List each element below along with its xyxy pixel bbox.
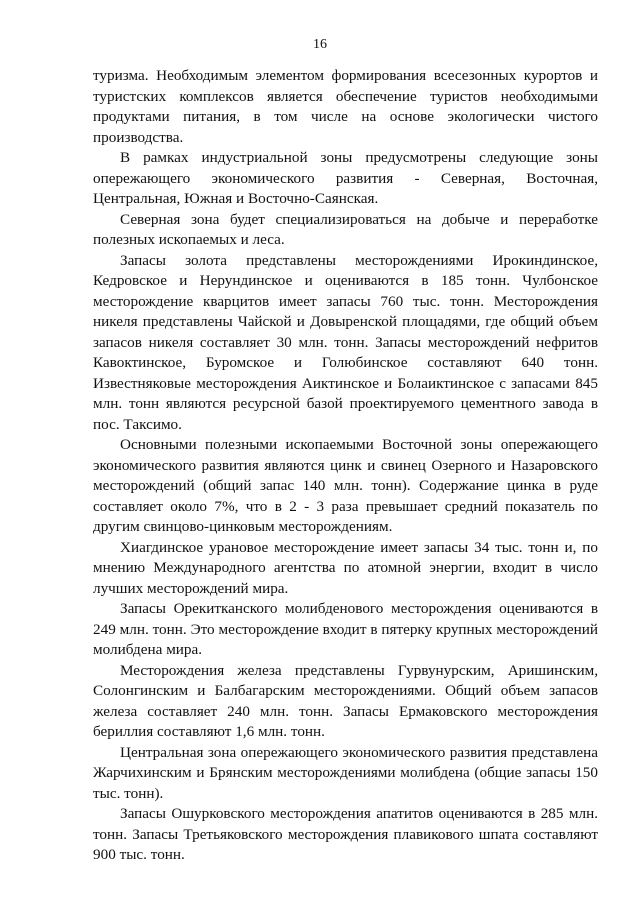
paragraph-eastern-zone: Основными полезными ископаемыми Восточной зоны опережающего экономического развития являются цинк и свинец Озерного и Назаровского месторождений (общий запас 140 млн. тонн). Содержание цинка в руде составляет около 7%, что в 2 - 3 раза превышает средний показатель по другим свинцово-цинковым месторождениям. <box>93 436 598 535</box>
paragraph-central-zone: Центральная зона опережающего экономического развития представлена Жарчихинским и Брянским месторождениями молибдена (общие запасы 150 тыс. тонн). <box>93 743 598 802</box>
page-number: 16 <box>313 37 327 52</box>
paragraph-northern-zone: Северная зона будет специализироваться на добыче и переработке полезных ископаемых и леса. <box>93 210 598 248</box>
document-body <box>93 66 598 866</box>
paragraph-continuation: туризма. Необходимым элементом формирования всесезонных курортов и туристских комплексов является обеспечение туристов необходимыми продуктами питания, в том числе на основе экологически чистого производства. <box>93 67 598 146</box>
paragraph-molybdenum-deposit: Запасы Орекитканского молибденового месторождения оцениваются в 249 млн. тонн. Это месторождение входит в пятерку крупных месторождений молибдена мира. <box>93 600 598 658</box>
paragraph-industrial-zones: В рамках индустриальной зоны предусмотрены следующие зоны опережающего экономического развития - Северная, Восточная, Центральная, Южная и Восточно-Саянская. <box>93 149 598 207</box>
paragraph-uranium-deposit: Хиагдинское урановое месторождение имеет запасы 34 тыс. тонн и, по мнению Международного агентства по атомной энергии, входит в число лучших месторождений мира. <box>93 538 598 597</box>
paragraph-iron-deposits: Месторождения железа представлены Гурвунурским, Аришинским, Солонгинским и Балбагарским месторождениями. Общий объем запасов железа составляет 240 млн. тонн. Запасы Ермаковского месторождения бериллия составляют 1,6 млн. тонн. <box>93 661 598 740</box>
paragraph-gold-reserves: Запасы золота представлены месторождениями Ирокиндинское, Кедровское и Нерундинское и оцениваются в 185 тонн. Чулбонское месторождение кварцитов имеет запасы 760 тыс. тонн. Месторождения никеля представлены Чайской и Довыренской площадями, где общий объем запасов никеля составляет 30 млн. тонн. Запасы месторождений нефритов Кавоктинское, Буромское и Голюбинское составляют 640 тонн. Известняковые месторождения Аиктинское и Болаиктинское с запасами 845 млн. тонн являются ресурсной базой проектируемого цементного завода в пос. Таксимо. <box>93 251 598 433</box>
paragraph-apatite-deposit: Запасы Ошурковского месторождения апатитов оцениваются в 285 млн. тонн. Запасы Третьяковского месторождения плавикового шпата составляют 900 тыс. тонн. <box>93 805 598 863</box>
